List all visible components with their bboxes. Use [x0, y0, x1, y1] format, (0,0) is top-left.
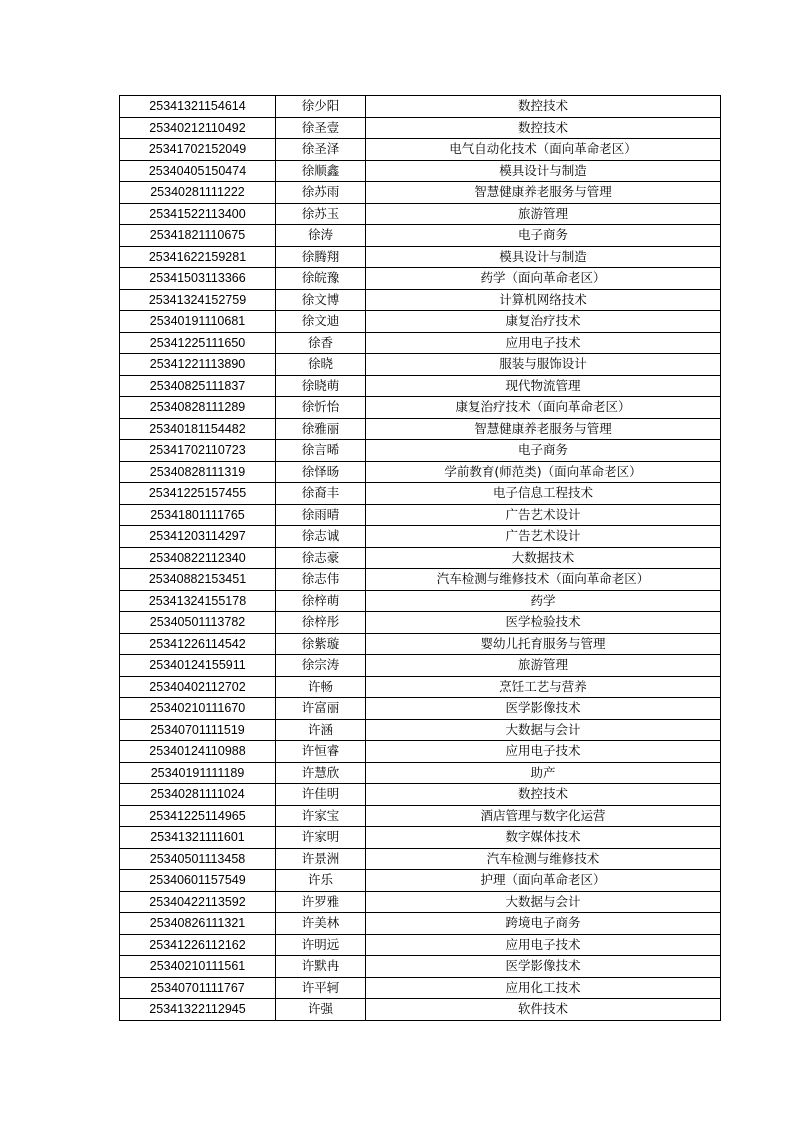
student-id-cell: 25341321154614 [120, 96, 276, 118]
table-row [120, 999, 721, 1021]
student-name-cell: 徐怿旸 [276, 461, 366, 483]
student-name-cell: 许强 [276, 999, 366, 1021]
student-id-cell: 25341322112945 [120, 999, 276, 1021]
major-cell: 大数据与会计 [366, 891, 721, 913]
major-cell: 医学影像技术 [366, 698, 721, 720]
table-row [120, 96, 721, 118]
table-row [120, 268, 721, 290]
student-name-cell: 徐言晞 [276, 440, 366, 462]
major-cell: 汽车检测与维修技术 [366, 848, 721, 870]
student-name-cell: 徐香 [276, 332, 366, 354]
student-id-cell: 25340828111289 [120, 397, 276, 419]
student-id-cell: 25341203114297 [120, 526, 276, 548]
table-row [120, 719, 721, 741]
roster-body [120, 96, 721, 1021]
table-row [120, 203, 721, 225]
student-id-cell: 25341225114965 [120, 805, 276, 827]
table-row [120, 225, 721, 247]
student-id-cell: 25340601157549 [120, 870, 276, 892]
table-row [120, 182, 721, 204]
table-row [120, 139, 721, 161]
student-name-cell: 徐忻怡 [276, 397, 366, 419]
major-cell: 模具设计与制造 [366, 246, 721, 268]
major-cell: 广告艺术设计 [366, 526, 721, 548]
table-row [120, 246, 721, 268]
table-row [120, 741, 721, 763]
student-name-cell: 许平轲 [276, 977, 366, 999]
student-name-cell: 徐涛 [276, 225, 366, 247]
student-name-cell: 徐志伟 [276, 569, 366, 591]
student-name-cell: 徐雅丽 [276, 418, 366, 440]
table-row [120, 590, 721, 612]
major-cell: 应用化工技术 [366, 977, 721, 999]
student-name-cell: 徐文迪 [276, 311, 366, 333]
major-cell: 现代物流管理 [366, 375, 721, 397]
table-row [120, 698, 721, 720]
table-row [120, 913, 721, 935]
major-cell: 电子商务 [366, 225, 721, 247]
student-name-cell: 徐文博 [276, 289, 366, 311]
student-id-cell: 25340191111189 [120, 762, 276, 784]
student-name-cell: 徐梓彤 [276, 612, 366, 634]
table-row [120, 289, 721, 311]
major-cell: 医学影像技术 [366, 956, 721, 978]
student-name-cell: 徐顺鑫 [276, 160, 366, 182]
student-name-cell: 徐晓萌 [276, 375, 366, 397]
student-name-cell: 徐圣泽 [276, 139, 366, 161]
major-cell: 服装与服饰设计 [366, 354, 721, 376]
major-cell: 跨境电子商务 [366, 913, 721, 935]
student-name-cell: 许畅 [276, 676, 366, 698]
major-cell: 应用电子技术 [366, 332, 721, 354]
student-id-cell: 25340882153451 [120, 569, 276, 591]
major-cell: 数控技术 [366, 784, 721, 806]
student-id-cell: 25341225157455 [120, 483, 276, 505]
major-cell: 智慧健康养老服务与管理 [366, 418, 721, 440]
major-cell: 酒店管理与数字化运营 [366, 805, 721, 827]
table-row [120, 891, 721, 913]
major-cell: 广告艺术设计 [366, 504, 721, 526]
student-name-cell: 徐晓 [276, 354, 366, 376]
student-id-cell: 25340181154482 [120, 418, 276, 440]
table-row [120, 483, 721, 505]
student-id-cell: 25340501113782 [120, 612, 276, 634]
table-row [120, 784, 721, 806]
major-cell: 软件技术 [366, 999, 721, 1021]
student-id-cell: 25340281111024 [120, 784, 276, 806]
student-name-cell: 许家明 [276, 827, 366, 849]
student-id-cell: 25340191110681 [120, 311, 276, 333]
student-name-cell: 徐少阳 [276, 96, 366, 118]
student-id-cell: 25340402112702 [120, 676, 276, 698]
table-row [120, 418, 721, 440]
student-name-cell: 徐腾翔 [276, 246, 366, 268]
table-row [120, 311, 721, 333]
student-id-cell: 25340212110492 [120, 117, 276, 139]
student-name-cell: 许景洲 [276, 848, 366, 870]
student-name-cell: 许富丽 [276, 698, 366, 720]
student-id-cell: 25340822112340 [120, 547, 276, 569]
student-name-cell: 徐圣壹 [276, 117, 366, 139]
student-name-cell: 徐裔丰 [276, 483, 366, 505]
student-name-cell: 徐苏玉 [276, 203, 366, 225]
student-id-cell: 25340828111319 [120, 461, 276, 483]
major-cell: 数控技术 [366, 96, 721, 118]
student-id-cell: 25340422113592 [120, 891, 276, 913]
student-id-cell: 25340210111561 [120, 956, 276, 978]
major-cell: 应用电子技术 [366, 741, 721, 763]
student-id-cell: 25340281111222 [120, 182, 276, 204]
major-cell: 电子商务 [366, 440, 721, 462]
major-cell: 智慧健康养老服务与管理 [366, 182, 721, 204]
student-id-cell: 25341221113890 [120, 354, 276, 376]
student-name-cell: 徐宗涛 [276, 655, 366, 677]
admission-roster-table [119, 95, 721, 1021]
student-id-cell: 25340501113458 [120, 848, 276, 870]
table-row [120, 956, 721, 978]
student-name-cell: 徐雨晴 [276, 504, 366, 526]
student-id-cell: 25340701111519 [120, 719, 276, 741]
student-name-cell: 许美林 [276, 913, 366, 935]
table-row [120, 612, 721, 634]
table-row [120, 504, 721, 526]
student-id-cell: 25341702152049 [120, 139, 276, 161]
table-row [120, 569, 721, 591]
major-cell: 大数据与会计 [366, 719, 721, 741]
student-name-cell: 许家宝 [276, 805, 366, 827]
student-id-cell: 25341321111601 [120, 827, 276, 849]
major-cell: 汽车检测与维修技术（面向革命老区） [366, 569, 721, 591]
student-id-cell: 25341503113366 [120, 268, 276, 290]
major-cell: 电气自动化技术（面向革命老区） [366, 139, 721, 161]
major-cell: 模具设计与制造 [366, 160, 721, 182]
student-id-cell: 25340124110988 [120, 741, 276, 763]
student-id-cell: 25340701111767 [120, 977, 276, 999]
student-name-cell: 徐志豪 [276, 547, 366, 569]
table-row [120, 375, 721, 397]
major-cell: 电子信息工程技术 [366, 483, 721, 505]
student-id-cell: 25341324155178 [120, 590, 276, 612]
major-cell: 药学 [366, 590, 721, 612]
student-id-cell: 25341226112162 [120, 934, 276, 956]
table-row [120, 117, 721, 139]
table-row [120, 354, 721, 376]
student-id-cell: 25340826111321 [120, 913, 276, 935]
student-id-cell: 25340210111670 [120, 698, 276, 720]
student-name-cell: 徐苏雨 [276, 182, 366, 204]
table-row [120, 655, 721, 677]
student-id-cell: 25340825111837 [120, 375, 276, 397]
table-row [120, 397, 721, 419]
table-row [120, 870, 721, 892]
major-cell: 旅游管理 [366, 203, 721, 225]
student-id-cell: 25341226114542 [120, 633, 276, 655]
student-id-cell: 25340405150474 [120, 160, 276, 182]
table-row [120, 827, 721, 849]
table-row [120, 934, 721, 956]
student-id-cell: 25341522113400 [120, 203, 276, 225]
table-row [120, 848, 721, 870]
major-cell: 烹饪工艺与营养 [366, 676, 721, 698]
student-name-cell: 许明远 [276, 934, 366, 956]
student-name-cell: 许佳明 [276, 784, 366, 806]
student-name-cell: 许涵 [276, 719, 366, 741]
student-name-cell: 徐梓萌 [276, 590, 366, 612]
major-cell: 康复治疗技术 [366, 311, 721, 333]
major-cell: 医学检验技术 [366, 612, 721, 634]
table-row [120, 526, 721, 548]
student-name-cell: 许恒睿 [276, 741, 366, 763]
student-id-cell: 25341821110675 [120, 225, 276, 247]
major-cell: 护理（面向革命老区） [366, 870, 721, 892]
major-cell: 助产 [366, 762, 721, 784]
student-id-cell: 25341702110723 [120, 440, 276, 462]
student-name-cell: 许乐 [276, 870, 366, 892]
table-row [120, 440, 721, 462]
major-cell: 药学（面向革命老区） [366, 268, 721, 290]
table-row [120, 332, 721, 354]
major-cell: 旅游管理 [366, 655, 721, 677]
table-row [120, 977, 721, 999]
student-name-cell: 徐志诚 [276, 526, 366, 548]
major-cell: 数字媒体技术 [366, 827, 721, 849]
student-name-cell: 许罗雅 [276, 891, 366, 913]
table-row [120, 762, 721, 784]
major-cell: 大数据技术 [366, 547, 721, 569]
major-cell: 应用电子技术 [366, 934, 721, 956]
student-id-cell: 25341324152759 [120, 289, 276, 311]
student-id-cell: 25341622159281 [120, 246, 276, 268]
major-cell: 康复治疗技术（面向革命老区） [366, 397, 721, 419]
major-cell: 计算机网络技术 [366, 289, 721, 311]
major-cell: 学前教育(师范类)（面向革命老区） [366, 461, 721, 483]
major-cell: 婴幼儿托育服务与管理 [366, 633, 721, 655]
table-row [120, 461, 721, 483]
table-row [120, 547, 721, 569]
student-id-cell: 25340124155911 [120, 655, 276, 677]
major-cell: 数控技术 [366, 117, 721, 139]
student-name-cell: 徐紫璇 [276, 633, 366, 655]
student-id-cell: 25341801111765 [120, 504, 276, 526]
table-row [120, 160, 721, 182]
table-row [120, 805, 721, 827]
table-row [120, 633, 721, 655]
student-id-cell: 25341225111650 [120, 332, 276, 354]
table-row [120, 676, 721, 698]
student-name-cell: 许慧欣 [276, 762, 366, 784]
student-name-cell: 徐皖豫 [276, 268, 366, 290]
student-name-cell: 许默冉 [276, 956, 366, 978]
